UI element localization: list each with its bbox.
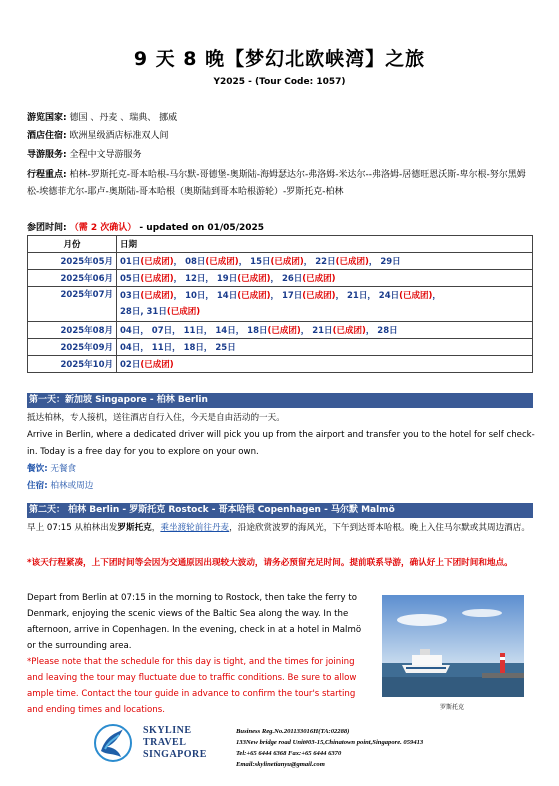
departure-updated: - updated on 01/05/2025 [139, 223, 265, 233]
highlights-label: 行程重点: [27, 170, 67, 180]
day2-cn-part: ，沿途欣赏波罗的海风光，下午到达哥本哈根。晚上入住马尔默或其周边酒店。 [229, 523, 530, 533]
info-highlights [27, 167, 527, 201]
col-month: 月份 [28, 236, 117, 253]
departure-note: （需 2 次确认） [69, 223, 137, 233]
table-row [28, 322, 533, 339]
departure-header [27, 220, 264, 233]
row-dates: 02日(已成团) [117, 356, 533, 373]
info-countries [27, 111, 527, 125]
table-row [28, 270, 533, 287]
table-row [28, 287, 533, 322]
day2-warning-en: *Please note that the schedule for this day is tight, and the times for joining and leaving the tour may fluctuate due to traffic conditions. Be sure to allow ample time. Contact the tour guide in advance to confirm the tour's starting and ending times and locations. [27, 657, 357, 715]
row-dates-line2: 28日, 31日(已成团) [120, 307, 201, 317]
day1-cn: 抵达柏林，专人接机，送往酒店自行入住，今天是自由活动的一天。 [27, 413, 285, 423]
row-dates [117, 287, 533, 322]
page-title: 9 天 8 晚【梦幻北欧峡湾】之旅 [133, 48, 426, 70]
logo-line: SKYLINE [143, 725, 192, 736]
table-row [28, 356, 533, 373]
row-dates: 04日， 07日， 11日， 14日， 18日(已成团)， 21日(已成团)， 28日 [117, 322, 533, 339]
business-address: 133New bridge road Unit#03-15,Chinatown point,Singapore. 059413 [236, 739, 424, 746]
info-hotel [27, 129, 527, 143]
day2-cn-part: ， [151, 523, 161, 533]
day2-cn [27, 520, 535, 536]
business-tel: Tel:+65 6444 6368 Fax:+65 6444 6370 [236, 750, 342, 757]
day2-cn-rostock: 罗斯托克 [117, 523, 152, 533]
guide-label: 导游服务: [27, 150, 67, 160]
info-guide [27, 148, 527, 162]
row-month: 2025年08月 [28, 322, 117, 339]
day2-header: 第二天： 柏林 Berlin - 罗斯托克 Rostock - 哥本哈根 Copenhagen - 马尔默 Malmö [27, 503, 533, 518]
departure-label: 参团时间: [27, 223, 67, 233]
table-row [28, 253, 533, 270]
day2-cn-ferry: 乘坐渡轮前往丹麦 [160, 523, 230, 533]
day1-meal [27, 461, 535, 477]
stay-label: 住宿: [27, 481, 48, 491]
row-month: 2025年10月 [28, 356, 117, 373]
countries-value: 德国 、丹麦 、瑞典、 挪威 [69, 113, 178, 123]
skyline-logo-icon [93, 723, 133, 763]
table-header-row [28, 236, 533, 253]
highlights-value: 柏林-罗斯托克-哥本哈根-马尔默-哥德堡-奥斯陆-海姆瑟达尔-弗洛姆-米达尔--弗洛姆-居德旺恩沃斯-卑尔根-努尔黑姆松-埃德菲尤尔-耶卢-奥斯陆-哥本哈根（奥斯陆到哥本哈根游轮）-罗斯托克-柏林 [27, 170, 526, 197]
row-month: 2025年09月 [28, 339, 117, 356]
rostock-ferry-photo [382, 595, 524, 697]
company-logo-text [143, 725, 207, 761]
logo-line: SINGAPORE [143, 749, 207, 760]
day2-warning-cn: *该天行程紧凑，上下团时间等会因为交通原因出现较大波动，请务必预留充足时间。提前联系导游，确认好上下团时间和地点。 [27, 558, 513, 568]
logo-line: TRAVEL [143, 737, 187, 748]
day2-cn-part: 早上 07:15 从柏林出发 [27, 523, 118, 533]
col-date: 日期 [117, 236, 533, 253]
business-email: Email:skylinetianyu@gmail.com [236, 761, 325, 768]
meal-value: 无餐食 [50, 464, 77, 474]
business-info [236, 726, 423, 770]
row-dates: 04日， 11日， 18日， 25日 [117, 339, 533, 356]
row-month: 2025年06月 [28, 270, 117, 287]
row-dates: 01日(已成团)， 08日(已成团)， 15日(已成团)， 22日(已成团)， 29日 [117, 253, 533, 270]
departure-table [27, 235, 533, 373]
stay-value: 柏林或周边 [50, 481, 94, 491]
photo-caption: 罗斯托克 [440, 704, 465, 711]
day2-en: Depart from Berlin at 07:15 in the morning to Rostock, then take the ferry to Denmark, enjoying the scenic views of the Baltic Sea along the way. In the afternoon, arrive in Copenhagen. In the evening, check in at a hotel in Malmö or the surrounding area. [27, 593, 362, 651]
business-reg: Business Reg.No.201133016H(TA:02288) [236, 728, 350, 735]
countries-label: 游览国家: [27, 113, 67, 123]
row-dates: 05日(已成团)， 12日， 19日(已成团)， 26日(已成团) [117, 270, 533, 287]
meal-label: 餐饮: [27, 464, 48, 474]
row-month: 2025年05月 [28, 253, 117, 270]
row-dates-line1: 03日(已成团)， 10日， 14日(已成团)， 17日(已成团)， 21日， 24日(已成团)， [120, 291, 441, 301]
day1-stay [27, 478, 535, 494]
day1-en: Arrive in Berlin, where a dedicated driver will pick you up from the airport and transfer you to the hotel for self check-in. Today is a free day for you to explore on your own. [27, 430, 535, 457]
table-row [28, 339, 533, 356]
guide-value: 全程中文导游服务 [69, 150, 142, 160]
row-month: 2025年07月 [28, 287, 117, 322]
hotel-label: 酒店住宿: [27, 131, 67, 141]
tour-code: Y2025 - (Tour Code: 1057) [213, 77, 346, 87]
day1-header: 第一天：新加坡 Singapore - 柏林 Berlin [27, 393, 533, 408]
hotel-value: 欧洲星级酒店标准双人间 [69, 131, 169, 141]
